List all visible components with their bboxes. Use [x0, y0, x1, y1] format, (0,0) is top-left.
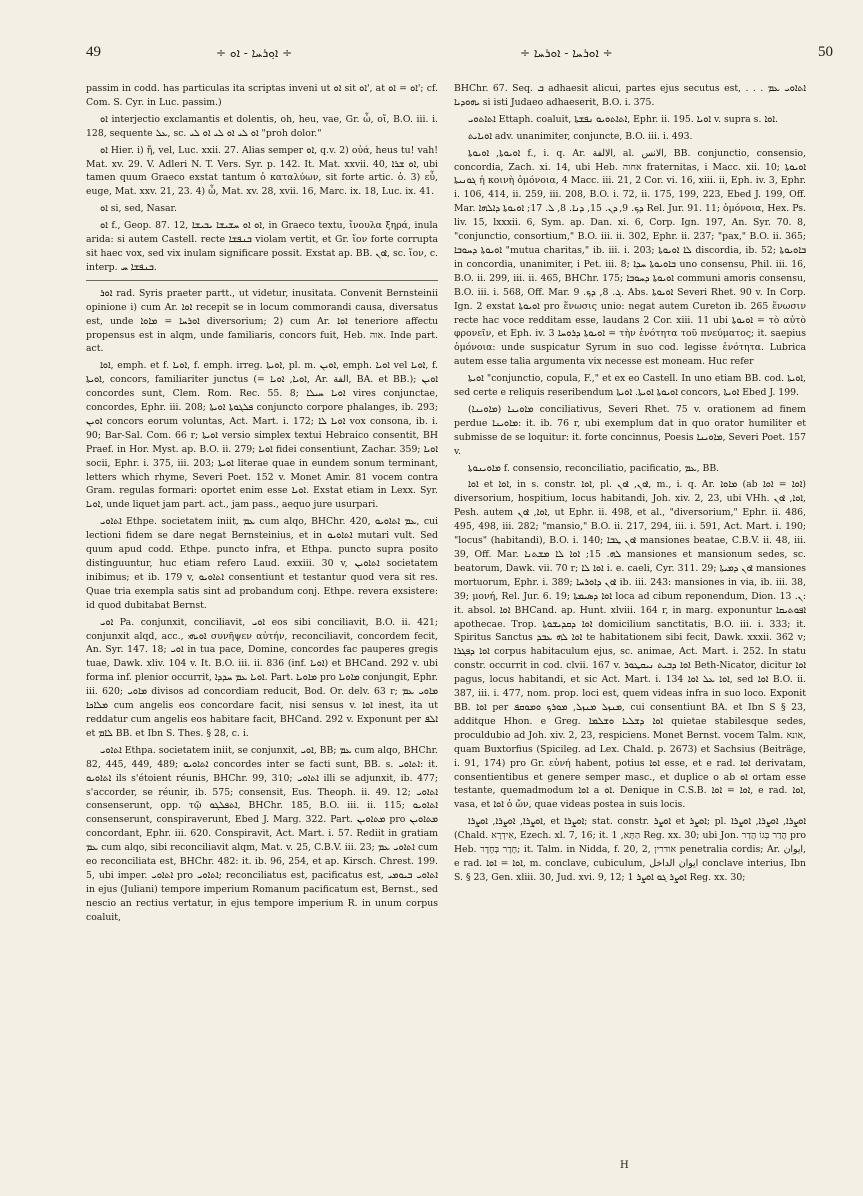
right-entry: BHChr. 67. Seq. ܒ adhaesit alicui, partes ejus secutus est, . . . ܐܬܐܘܝ ܥܡ ܝܗܘܕܝܐ si isti Judaeo adhaeserit, B.O. i. 375. — [454, 83, 806, 108]
right-entry: ܡܐܘܝܢܘܬܐ f. consensio, reconciliatio, pacificatio, ܥܡ, BB. — [468, 462, 720, 474]
right-column — [454, 82, 806, 1182]
left-entry: ܐܘܐ, emph. et f. ܐܘܝܐ, f. emph. irreg. ܐܘܝܬܐ, pl. m. ܐܘܝܢ, emph. ܐܘܝܐ vel ܐܘܝܐ, f. ܐܘܝܬܐ, concors, familiariter junctus (= ܐܘܝܐ, ܐܘܝܐ, Ar. الفة, BA. et BB.); ܐܘܝܢ concordes sunt, Clem. Rom. Rec. 55. 8; ܐܘܝܐ ܚܝܠܐ vires conjunctae, concordes, Ephr. iii. 208; ܦܠܓܘܬܐ ܐܘܝܬܐ conjuncto corpore phalanges, ib. 293; ܐܘܝܢ concors eorum voluntas, Act. Mart. i. 172; ܐܘܝܐ ܠܐ vox consona, ib. i. 90; Bar-Sal. Com. 66 r; ܐܘܝܬܐ versio simplex textui Hebraico consentit, BH Praef. in Hor. Myst. ap. B.O. ii. 279; ܐܘܝܐ fidei consentiunt, Zachar. 359; ܐܘܝܐ socii, Ephr. i. 375, iii. 203; ܐܘܝܬܐ literae quae in eundem sonum terminant, letters which rhyme, Severi Poet. 152 v. Monet Amir. 81 vocem contra Gram. regulas formari: oportet enim esse ܐܘܝܐ. Exstat etiam in Lexx. Syr. ܐܘܝܐ, unde liquet jam part. act., jam pass., aequo jure usurpari. — [86, 360, 438, 511]
left-entry: ܐܘܝ Pa. conjunxit, conciliavit, ܐܘܝ eos sibi conciliavit, B.O. ii. 421; conjunxit alqd, acc., ܐܘܝܗܝ συνῆψεν αὐτήν, reconciliavit, concordem fecit, An. Syr. 147. 18; ܐܘܝ in tua pace, Domine, concordes fac pauperes gregis tuae, Dawk. xliv. 104 v. It. B.O. iii. ii. 836 (inf. ܐܘܝܐ) et BHCand. 292 v. ubi forma inf. plenior occurrit, ܐܘܝܐ ܥܡ ܚܕܕܐ. Part. ܡܐܘܝܐ pro ܡܐܘܝܐ conjungit, Ephr. iii. 620; ܡܐܘܝ divisos ad concordiam reducit, Bod. Or. delv. 63 r; ܡܐܘܝ ܥܡ ܡܠܐܟܐ cum angelis eos concordare facit, nisi sensus v. ܐܘܐ inest, ita ut reddatur cum angelis eos habitare facit, BHCand. 292 v. Exponunt per ܐܠܦ et ܠܐܡ BB. et Ibn S. Thes. § 28, c. i. — [86, 616, 438, 739]
left-entry: passim in codd. has particulas ita scriptas inveni ut ܐܘ sit ܐܘ', at ܐܘ = ܐܘ'; cf. Com. S. Cyr. in Luc. passim.) — [86, 83, 438, 108]
left-entry: ܐܘܪ rad. Syris praeter partt., ut videtur, inusitata. Convenit Bernsteinii opinione i) cum Ar. ܐܘܐ recepit se in locum commorandi causa, diversatus est, unde ܐܘܪܚܐ = ܡܐܘܐ diversorium; 2) cum Ar. ܐܘܐ teneriore affectu propensus est in alqm, unde familiaris, concors fuit, Heb. אוה. Inde part. act. — [86, 287, 438, 355]
left-running-head: ÷ ܐܘ݂ܪܚܐ - ܐܘ ÷ — [216, 46, 293, 60]
right-entry: ܐܘܨܪܐ, ܐܘܨܪܐ, ܐܘܨܪܐ, et ܐܘܨܪܐ; stat. constr. ܐܘܨܪ et ܐܘܨܪ; pl. ܐܘܨܪܐ, ܐܘܨܪܐ, ܐܘܨܪܐ (Chald. אִידְרָא, Ezech. xl. 7, 16; it. הַתָּא, 1 Reg. xx. 30; ubi Jon. הֲדַר בְּגוֹ הֲדַר pro Heb. חֶדֶר בְּחֶדֶר; it. Talm. in Nidda, f. 20, 2, אודרין penetralia cordis; Ar. ايوان, e rad. ܐܘܐ = ܐܘܐ, m. conclave, cubiculum, ايوان الداخل conclave interius, Ibn S. § 23, Gen. xliii. 30, Jud. xvi. 9, 12; ܐܘܨܪ ܓܘ ܐܘܨܪ 1 Reg. xx. 30; — [454, 816, 806, 883]
right-entry: ܐܘܝܬܐ "conjunctio, copula, F.," et ex eo Castell. In uno etiam BB. cod. ܐܘܝܬܐ, sed certe e reliquis reseribendum ܐܘܝܘܬܐ ܐܘܝܬܐ. ܐܘܝܬܐ concors, ܐܘܝܬܐ Ebed J. 199. — [454, 373, 806, 399]
left-entry: ܐܘ Hier. i) ἤ, vel, Luc. xxii. 27. Alias semper ܐܘ, q.v. 2) οὐά, heus tu! vah! Mat. xv. 29. V. Adleri N. T. Vers. Syr. p. 142. It. Mat. xxvii. 40, ܐܘ ܫܪܐ, ubi tamen quum Graeco exstat tantum ὁ καταλύων, sit forte artic. ὁ. 3) εὖ, euge, Mat. xxv. 21, 23. 4) ὦ, Mat. xv. 28, xvii. 16, Marc. ix. 18, Luc. ix. 41. — [86, 144, 438, 198]
left-entry: ܐܬܐܘܝ Ethpe. societatem iniit, ܥܡ cum alqo, BHChr. 420, ܥܡ ܐܬܐܘܝܘ, cui lectioni fidem se dare negat Bernsteinius, et in ܐܬܐܘܝܘ mutari vult. Sed quum apud codd. Ethpe. puncto infra, et Ethpa. puncto supra posito distinguuntur, huc etiam refero Laud. exxiii. 30 v, ܐܬܐܘܝܢ societatem inibimus; et ib. 179 v, ܐܬܐܘܝܘ consentiunt et testantur quod vera sit res. Quae tria exempla satis sint ad probandum conj. Ethpe. revera exsistere: id quod dubitabat Bernst. — [86, 516, 438, 611]
right-entry: ܐܘܝܘܬܐ, ܐܘܝܘܬܐ f., i. q. Ar. الالفة, al. الانس, BB. conjunctio, consensio, concordia, Zach. xi. 14, ubi Heb. אחוה fraternitas, i Macc. xii. 10; ܐܘܝܘܬܐ ܓܘܢܝܬܐ ἡ κοινὴ ὁμόνοια, 4 Macc. iii. 21, 2 Cor. vi. 16, xiii. ii, Eph. iv. 3, Ephr. i. 106, 414, ii. 259, iii. 208, B.O. i. 72, ii. 175, 199, 223, Ebed J. 199, Off. Mar. ܕܟ. 9, ܕܢ. 15, ܕܢܐ. 8, ܠ. 17; ܐܘܝܘܬܐ ܕܐܠܗܐ Rel. Jur. 91. 11; ὁμόνοια, Hex. Ps. liv. 15, lxxxii. 6, Sym. ap. Dan. xi. 6, Corp. Ign. 197, An. Syr. 70. 8, "conjunctio, consortium," B.O. iii. ii. 302, Ephr. ii. 237; "pax," B.O. ii. 365; ܐܘܝܘܬܐ ܕܚܘܒܐ "mutua charitas," ib. iii. i. 203; ܠܐ ܐܘܝܘܬܐ discordia, ib. 52; ܒܐܘܝܘܬܐ in concordia, unanimiter, i Pet. iii. 8; ܒܐܘܝܘܬܐ ܚܕܐ uno consensu, Phil. iii. 16, B.O. ii. 299, iii. ii. 465, BHChr. 175; ܐܘܝܘܬܐ ܕܚܘܒܐ communi amoris consensu, B.O. iii. i. 568, Off. Mar. ܓ. 8, ܕܟ. 9. Abs. ܐܘܝܘܬܐ Severi Rhet. 90 v. In Corp. Ign. 2 exstat ܐܘܝܘܬܐ pro ἕνωσις unio: negat autem Cureton ib. 265 ἕνωσιν recte hac voce redditam esse, laudans 2 Cor. xiii. 11 ubi ܐܘܝܘܬܐ = τὸ αὐτὸ φρονεῖν, et Eph. iv. 3 ܐܘܝܘܬܐ ܕܪܘܚܐ = τὴν ἑνότητα τοῦ πνεύματος; it. saepius ὁμόνοια: unde suspicatur Syrum in suo cod. legisse ἑνότητα. Lubrica autem esse talia argumenta vix necesse est moneam. Huc refer — [454, 147, 806, 368]
left-column — [86, 82, 438, 1182]
right-entry: ܐܘܝܐܝܬ adv. unanimiter, conjuncte, B.O. iii. i. 493. — [468, 130, 693, 142]
left-entry: ܐܘ f., Geop. 87. 12, ܐܘ ܐܘ ܚܫܝܫܐ ܝܒܝܫܐ, in Graeco textu, ἴνουλα ξηρά, inula arida: si autem Castell. recte ܒܢܦܫܐ violam vertit, et Gr. ἴον forte corrupta sit haec vox, sed vix inulam significare possit. Exstat ap. BB. ܐܘܢ, sc. ἴον, c. interp. ܒܢܦܫܐ ܚ. — [86, 220, 438, 273]
left-page-number: 49 — [86, 44, 101, 60]
entry-divider — [86, 280, 438, 281]
right-entry: ܡܐܘܝܢܐ (ܡܐܘܝܢܐ) conciliativus, Severi Rhet. 75 v. orationem ad finem perdue ܡܐܘܝܢܐ: it. ib. 76 r, ubi exemplum dat in quo orator humiliter et submisse de se loquitur: it. forte concinnus, Poesis ܡܐܘܝܢܐ, Severi Poet. 157 v. — [454, 403, 806, 457]
right-running-head: ÷ ܐܘܪܚܐ - ܐܘܪܚܐ ÷ — [520, 46, 613, 60]
signature-mark: H — [620, 1160, 629, 1171]
left-entry: ܐܬܐܘܝ Ethpa. societatem iniit, se conjunxit, ܐܘܝ, BB; ܥܡ cum alqo, BHChr. 82, 445, 449, 489; ܐܬܐܘܝܘ concordes inter se facti sunt, BB. s. ܐܬܐܘܝ: it. ܐܬܐܘܝܘ ils s'étoient réunis, BHChr. 99, 310; ܐܬܐܘܝ illi se adjunxit, ib. 477; s'accorder, se réunir, ib. 575; consensit, Eus. Theoph. ii. 49. 12; ܐܬܐܘܝ consenserunt, opp. τῷ ܐܬܦܠܓܘ, BHChr. 185, B.O. iii. ii. 115; ܐܬܐܘܝܘ consenserunt, conspiraverunt, Ebed J. Marg. 322. Part. ܡܬܐܘܝܢ pro ܡܬܐܘܝܢ concordant, Ephr. iii. 620. Conspiravit, Act. Mart. i. 57. Rediit in gratiam ܥܡ cum alqo, sibi reconciliavit alqm, Mat. v. 25, C.B.V. iii. 23; ܐܬܐܘܝ ܥܡ cum eo reconciliata est, BHChr. 482: it. ib. 96, 254, et ap. Kirsch. Chrest. 199. 5, ubi imper. ܐܬܐܘܝ pro ܐܬܐܘܝ; reconciliatus est, pacificatus est, ܐܬܐܘܝ ܒܝܘܡܝ in ejus (Juliani) tempore imperium Romanum pacificatum est, Bernst., sed nescio an rectius vertatur, in ejus tempore imperium R. in unum corpus coaluit, — [86, 744, 438, 923]
right-page-number: 50 — [818, 44, 833, 60]
left-entry: ܐܘ si, sed, Nasar. — [100, 203, 177, 215]
left-entry: ܐܘ interjectio exclamantis et dolentis, oh, heu, vae, Gr. ὦ, οἴ, B.O. iii. i. 128, sequente ܥܠ, sc. ܐܘ ܠܝ ܐܘ ܠܝ ܐܘ ܠܝ "proh dolor." — [86, 113, 438, 139]
right-entry: ܐܘܐ et ܐܘܐ, in s. constr. ܐܘܐ, pl. ܐܘܢ, ܐܘܢ, m., i. q. Ar. ܡܐܘܐ (ab ܐܘܐ = ܐܘܐ) diversorium, hospitium, locus habitandi, Joh. xiv. 2, 23, ubi VHh. ܐܘܐ, ܐܘܢ, Pesh. autem ܐܘܐ, ܐܘܢ, ut Ephr. ii. 498, et al., "diversorium," Ephr. ii. 486, 495, 498, iii. 282; "mansio," B.O. ii. 217, 294, iii. i. 591, Act. Mart. i. 190; "locus" (habitandi), B.O. i. 140; ܐܘܢ ܛܒܐ mansiones beatae, C.B.V. ii. 48, iii. 39, Off. Mar. ܠܗ. 15; ܐܘܐ ܠܐ ܡܫܬܢܐ mansiones et mansionum sedes, sc. beatorum, Dawk. vii. 70 r; ܐܘܐ ܠܐ i. e. caeli, Cyr. 311. 29; ܐܘܢ ܕܡܝܬܐ mansiones mortuorum, Ephr. i. 389; ܐܘܢ ܕܐܘܪܚܐ ib. iii. 243: mansiones in via, ib. iii. 38, 39; μονή, Rel. Jur. 6. 19; ܐܘܐ ܕܣܝܡܬܐ loca ad cibum reponendum, Dion. ܢ. 13: it. absol. ܐܘܐ BHCand. ap. Hunt. xlviii. 164 r, in marg. exponuntur ܐܦܘܬܝܩܐ apothecae. Trop. ܐܘܐ ܕܩܕܝܫܘܬܐ domicilium sanctitatis, B.O. iii. i. 333; it. Spiritus Sanctus ܐܘܐ ܠܗ ܥܒܕ te habitationem sibi fecit, Dawk. xxxii. 362 v; ܐܘܐ ܕܦܓܪܐ corpus habitaculum ejus, sc. animae, Act. Mart. i. 252. In statu constr. occurrit in cod. clvii. 167 v. ܐܘܐ ܕܒܝܬ ܢܝܩܛܘܪ Beth-Nicator, dicitur ܐܘܐ pagus, locus habitandi, et sic Act. Mart. i. 134 ܐܘܐ ܥܠ ܐܘܐ, sed ܐܘܐ B.O. ii. 387, iii. i. 477, nom. prop. loci est, quem videas infra in suo loco. Exponit BB. ܐܘܐ per ܡܢܙܠ ܡܢܙܠ, ܡܘܪܟ ܘܡܘܩܦ, cui consentiunt BA. et Ibn S § 23, additque Hhon. e Greg. ܐܘܐ ܕܫܠܝܐ ܘܫܠܡܐ quietae stabilesque sedes, proculdubio ad Joh. xiv. 2, 23, respiciens. Monet Bernst. vocem Talm. אונא, quam Buxtorfius (Spicileg. ad Lex. Chald. p. 2673) et Sachsius (Beiträge, i. 91, 174) pro Gr. εὐνή habent, potius ܐܘܐ esse, et e rad. ܐܘܐ derivatam, consentientibus et genere semper masc., et duplice o ab ܐܘ ortam esse testante, quemadmodum ܐܘܐ a ܐܘ. Denique in C.S.B. ܐܘܐ = ܐܘܐ, e rad. ܐܘܐ, vasa, et ܐܘܐ ὁ ὤν, quae videas postea in suis locis. — [454, 479, 806, 811]
right-entry: ܐܬܐܬܘܝ Ettaph. coaluit, ܐܬܐܬܘܝܘ ܢܦܫܬܐ, Ephr. ii. 195. ܐܘܝܐ v. supra s. ܐܘܐ. — [468, 113, 778, 125]
page-header — [86, 44, 833, 70]
